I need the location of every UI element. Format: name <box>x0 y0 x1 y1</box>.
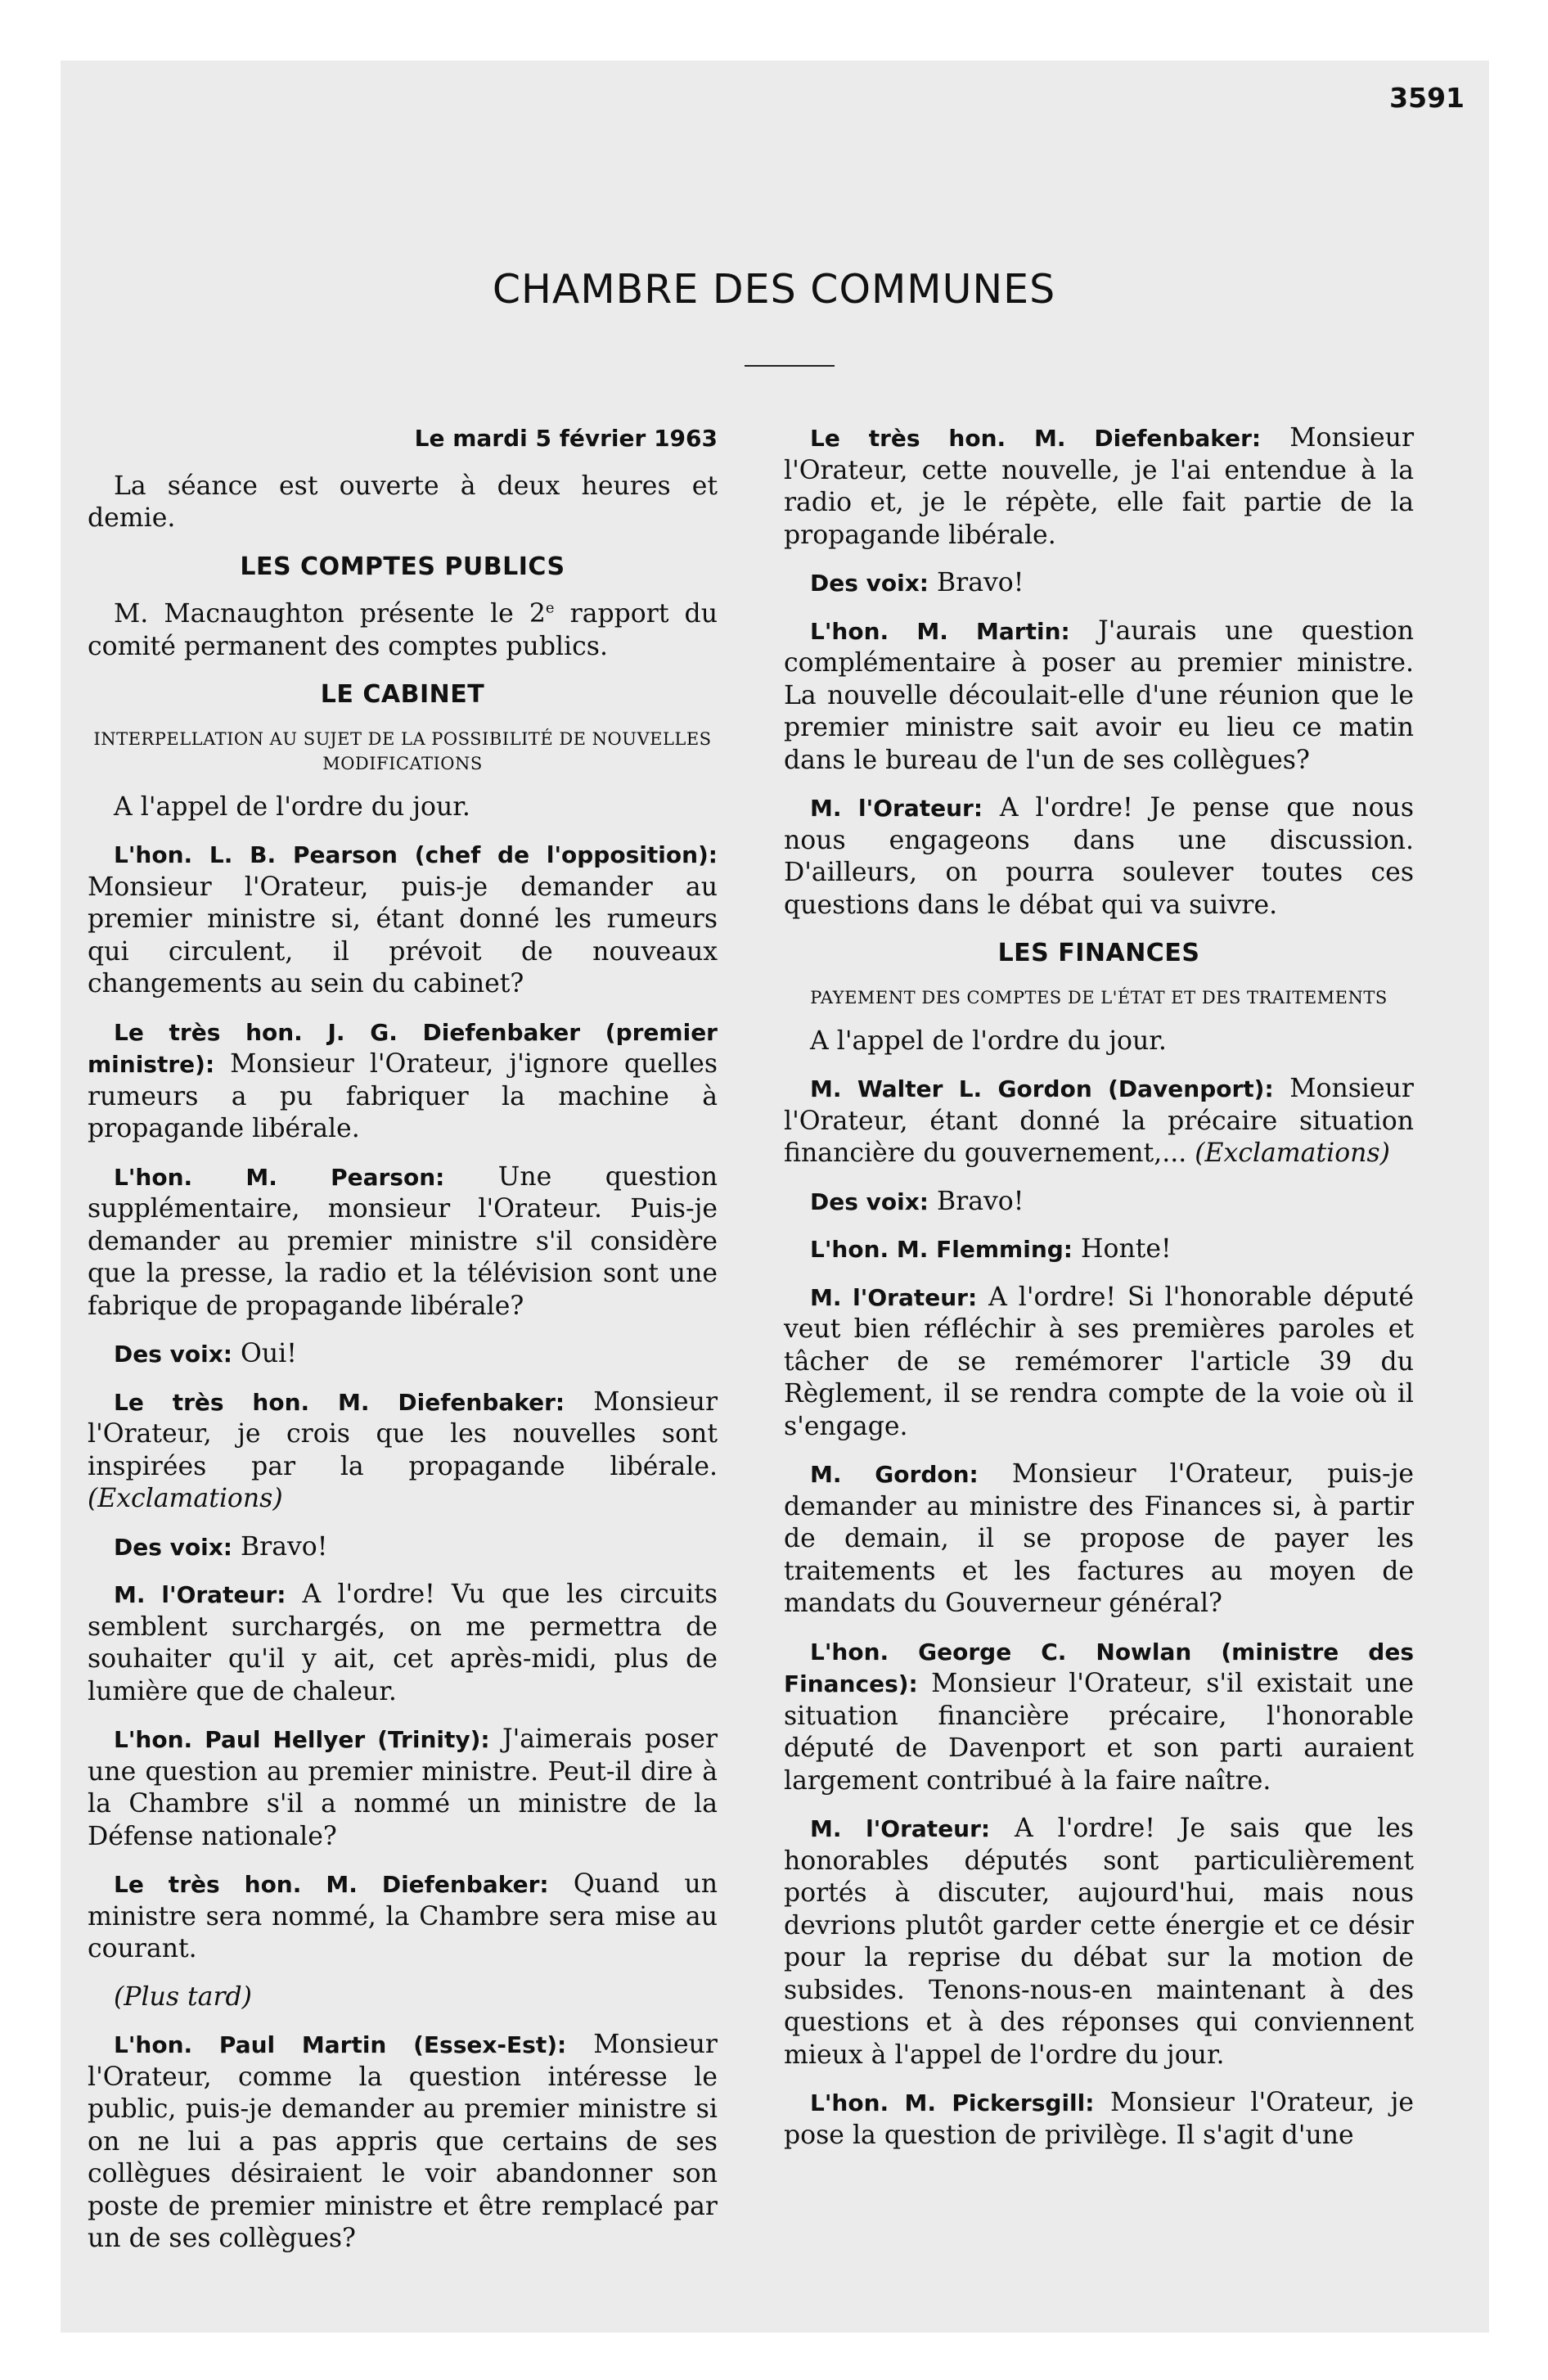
speaker: M. l'Orateur: <box>810 795 983 822</box>
speaker: L'hon. M. Flemming: <box>810 1236 1073 1263</box>
speaker: L'hon. M. Martin: <box>810 617 1070 645</box>
paragraph: L'hon. M. Flemming: Honte! <box>810 1234 1172 1264</box>
section-heading-finances: LES FINANCES <box>997 939 1200 967</box>
paragraph: L'hon. M. Martin: J'aurais une question complémentaire à poser au premier ministre. La nouvelle découlait-elle d'une réunion que le premier ministre sait avoir eu lieu ce matin dans le bureau de l'un de ses collègues? <box>784 615 1414 775</box>
paragraph: M. Gordon: Monsieur l'Orateur, puis-je demander au ministre des Finances si, à partir de demain, il se propose de payer les traitements et les factures au moyen de mandats du Gouverneur général? <box>784 1459 1415 1618</box>
paragraph: Le très hon. M. Diefenbaker: Monsieur l'Orateur, cette nouvelle, je l'ai entendue à la radio et, je le répète, elle fait partie de la propagande libérale. <box>784 423 1415 550</box>
paragraph: L'hon. L. B. Pearson (chef de l'opposition): Monsieur l'Orateur, puis-je demander au premier ministre si, étant donné les rumeurs qui circulent, il prévoit de nouveaux changements au sein du cabinet? <box>88 841 718 998</box>
speaker: M. Walter L. Gordon (Davenport): <box>810 1075 1274 1102</box>
paragraph: L'hon. Paul Hellyer (Trinity): J'aimerais poser une question au premier ministre. Peut-il dire à la Chambre s'il a nommé un ministre de la Défense nationale? <box>88 1724 718 1851</box>
paragraph: Des voix: Bravo! <box>114 1531 328 1562</box>
speaker: Le très hon. M. Diefenbaker: <box>810 425 1262 452</box>
speaker: Le très hon. M. Diefenbaker: <box>114 1388 565 1416</box>
subheading-payement: PAYEMENT DES COMPTES DE L'ÉTAT ET DES TRAITEMENTS <box>810 987 1388 1007</box>
order-of-day: A l'appel de l'ordre du jour. <box>114 791 470 822</box>
paragraph: L'hon. M. Pickersgill: Monsieur l'Orateur, je pose la question de privilège. Il s'agit d'une <box>784 2088 1415 2150</box>
opening-line: La séance est ouverte à deux heures et demie. <box>88 471 718 533</box>
paragraph: Des voix: Bravo! <box>810 568 1024 597</box>
speaker: L'hon. M. Pickersgill: <box>810 2089 1095 2116</box>
speaker: L'hon. Paul Hellyer (Trinity): <box>114 1726 490 1753</box>
speaker: M. Gordon: <box>810 1461 979 1488</box>
speaker: L'hon. L. B. Pearson (chef de l'opposition): <box>114 841 718 868</box>
paragraph: Le très hon. M. Diefenbaker: Quand un ministre sera nommé, la Chambre sera mise au courant. <box>88 1869 718 1963</box>
speaker: L'hon. M. Pearson: <box>114 1163 445 1191</box>
speaker: Des voix: <box>810 1188 929 1215</box>
speaker: Des voix: <box>114 1341 232 1368</box>
paragraph: Le très hon. M. Diefenbaker: Monsieur l'Orateur, je crois que les nouvelles sont inspirées par la propagande libérale. (Exclamations) <box>88 1386 718 1513</box>
paragraph: M. l'Orateur: A l'ordre! Je sais que les honorables députés sont particulièrement portés à discuter, aujourd'hui, mais nous devrions plutôt garder cette énergie et ce désir pour la reprise du débat sur la motion de subsides. Tenons-nous-en maintenant à des questions et à des réponses qui conviennent mieux à l'appel de l'ordre du jour. <box>784 1814 1414 2070</box>
paragraph: M. l'Orateur: A l'ordre! Vu que les circuits semblent surchargés, on me permettra de souhaiter qu'il y ait, cet après-midi, plus de lumière que de chaleur. <box>88 1580 718 1706</box>
paragraph: Des voix: Bravo! <box>810 1186 1024 1216</box>
paragraph: M. Walter L. Gordon (Davenport): Monsieur l'Orateur, étant donné la précaire situation financière du gouvernement,... (Exclamations) <box>784 1074 1414 1168</box>
paragraph: M. l'Orateur: A l'ordre! Je pense que nous nous engageons dans une discussion. D'ailleurs, on pourra soulever toutes ces questions dans le débat qui va suivre. <box>784 793 1414 920</box>
paragraph: L'hon. M. Pearson: Une question supplémentaire, monsieur l'Orateur. Puis-je demander au premier ministre s'il considère que la presse, la radio et la télévision sont une fabrique de propagande libérale? <box>88 1161 718 1321</box>
sitting-date: Le mardi 5 février 1963 <box>414 425 718 452</box>
speaker: Le très hon. M. Diefenbaker: <box>114 1871 549 1898</box>
subheading-interpellation: INTERPELLATION AU SUJET DE LA POSSIBILITÉ DE NOUVELLES MODIFICATIONS <box>93 728 712 773</box>
paragraph: Le très hon. J. G. Diefenbaker (premier ministre): Monsieur l'Orateur, j'ignore quelles rumeurs a pu fabriquer la machine à propagande libérale. <box>88 1018 718 1143</box>
page-number: 3591 <box>1389 82 1465 114</box>
section-heading-comptes-publics: LES COMPTES PUBLICS <box>240 552 565 581</box>
speaker: L'hon. Paul Martin (Essex-Est): <box>114 2031 567 2058</box>
title-rule <box>745 365 835 367</box>
speaker: M. l'Orateur: <box>114 1581 286 1608</box>
left-column <box>88 422 718 2271</box>
right-column <box>784 422 1414 2167</box>
section-heading-cabinet: LE CABINET <box>320 680 485 709</box>
paragraph: L'hon. Paul Martin (Essex-Est): Monsieur l'Orateur, comme la question intéresse le public, puis-je demander au premier ministre si on ne lui a pas appris que certains de ses collègues désiraient le voir abandonner son poste de premier ministre et être remplacé par un de ses collègues? <box>88 2030 718 2253</box>
speaker: Des voix: <box>114 1533 232 1561</box>
paragraph: Des voix: Oui! <box>114 1339 297 1368</box>
speaker: M. Macnaughton <box>114 599 344 629</box>
speaker: Des voix: <box>810 570 929 597</box>
speaker: L'hon. George C. Nowlan (ministre des Finances): <box>784 1638 1414 1697</box>
paragraph: M. Macnaughton présente le 2e rapport du comité permanent des comptes publics. <box>88 599 718 661</box>
speaker: Le très hon. J. G. Diefenbaker (premier ministre): <box>88 1018 718 1078</box>
speaker: M. l'Orateur: <box>810 1283 978 1311</box>
paragraph: M. l'Orateur: A l'ordre! Si l'honorable député veut bien réfléchir à ses premières paroles et tâcher de se remémorer l'article 39 du Règlement, il se rendra compte de la voie où il s'engage. <box>784 1282 1414 1441</box>
order-of-day: A l'appel de l'ordre du jour. <box>810 1025 1167 1056</box>
later-note: (Plus tard) <box>114 1981 252 2012</box>
page-title: CHAMBRE DES COMMUNES <box>492 266 1056 313</box>
paragraph: L'hon. George C. Nowlan (ministre des Finances): Monsieur l'Orateur, s'il existait une situation financière précaire, l'honorable député de Davenport et son parti auraient largement contribué à la faire naître. <box>784 1638 1414 1796</box>
speaker: M. l'Orateur: <box>810 1815 991 1842</box>
